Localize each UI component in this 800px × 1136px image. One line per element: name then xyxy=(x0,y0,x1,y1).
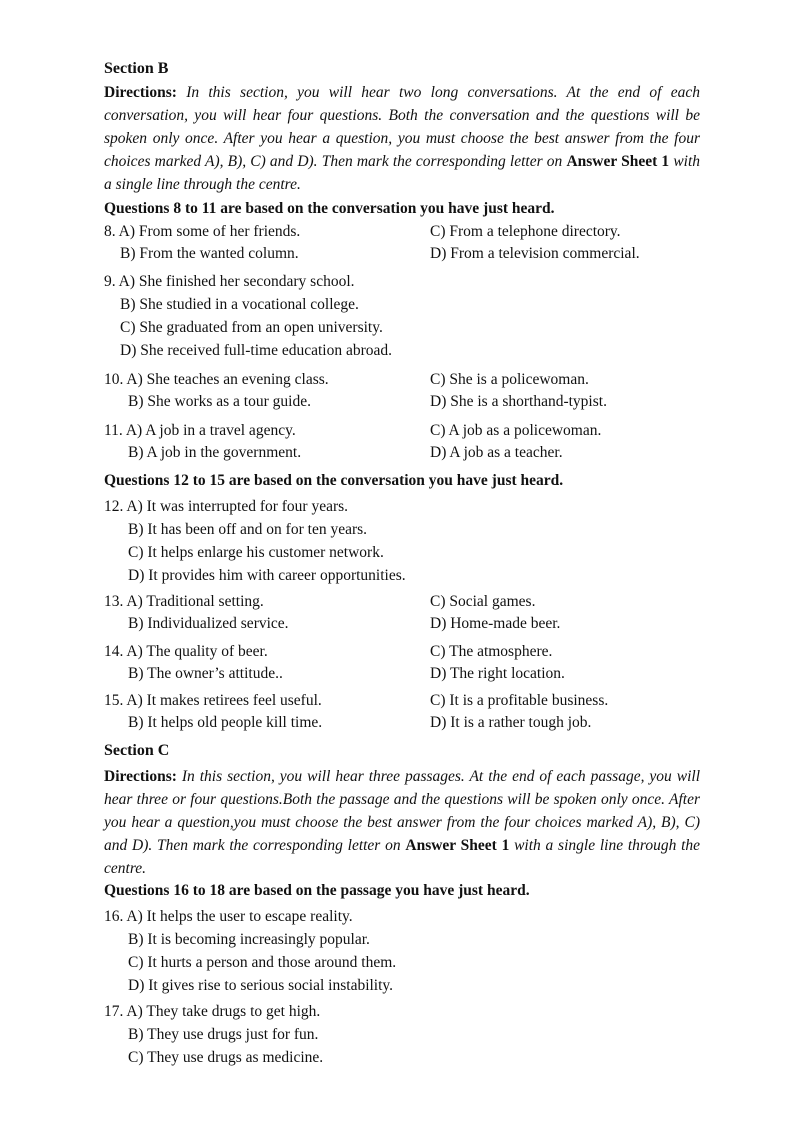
q16-option-d: D) It gives rise to serious social instability. xyxy=(128,977,394,994)
q13-option-c: C) Social games. xyxy=(430,593,536,610)
questions-12-15-heading: Questions 12 to 15 are based on the conversation you have just heard. xyxy=(104,472,564,489)
q16-option-b: B) It is becoming increasingly popular. xyxy=(128,931,370,948)
q17-option-c: C) They use drugs as medicine. xyxy=(128,1049,324,1066)
section-c-directions xyxy=(104,765,700,880)
q9-option-c: C) She graduated from an open university. xyxy=(120,319,383,336)
q11-option-a: 11. A) A job in a travel agency. xyxy=(104,422,296,439)
section-b-directions-tail: with a single line through the centre. xyxy=(104,153,701,193)
q12-option-c: C) It helps enlarge his customer network. xyxy=(128,544,384,561)
q8-option-c: C) From a telephone directory. xyxy=(430,223,621,240)
q9-option-b: B) She studied in a vocational college. xyxy=(120,296,359,313)
q13-option-d: D) Home-made beer. xyxy=(430,615,561,632)
section-b-answer-sheet: Answer Sheet 1 xyxy=(566,153,670,170)
q15-option-b: B) It helps old people kill time. xyxy=(128,714,323,731)
q14-option-a: 14. A) The quality of beer. xyxy=(104,643,268,660)
q11-option-d: D) A job as a teacher. xyxy=(430,444,563,461)
questions-16-18-heading: Questions 16 to 18 are based on the passage you have just heard. xyxy=(104,882,530,899)
section-c-directions-tail: with a single line through the centre. xyxy=(104,837,701,877)
q14-option-c: C) The atmosphere. xyxy=(430,643,553,660)
section-c-directions-label: Directions: xyxy=(104,768,177,785)
q13-option-b: B) Individualized service. xyxy=(128,615,289,632)
section-c-answer-sheet: Answer Sheet 1 xyxy=(405,837,510,854)
q10-option-a: 10. A) She teaches an evening class. xyxy=(104,371,329,388)
q10-option-b: B) She works as a tour guide. xyxy=(128,393,311,410)
q8-option-d: D) From a television commercial. xyxy=(430,245,640,262)
q11-option-c: C) A job as a policewoman. xyxy=(430,422,602,439)
q10-option-d: D) She is a shorthand-typist. xyxy=(430,393,607,410)
section-b-directions-label: Directions: xyxy=(104,84,177,101)
q14-option-d: D) The right location. xyxy=(430,665,565,682)
q9-option-d: D) She received full-time education abroad. xyxy=(120,342,392,359)
q17-option-a: 17. A) They take drugs to get high. xyxy=(104,1003,321,1020)
q13-option-a: 13. A) Traditional setting. xyxy=(104,593,264,610)
q8-option-b: B) From the wanted column. xyxy=(120,245,299,262)
section-b-directions xyxy=(104,81,700,196)
q16-option-a: 16. A) It helps the user to escape reality. xyxy=(104,908,353,925)
q16-option-c: C) It hurts a person and those around them. xyxy=(128,954,397,971)
section-b-title: Section B xyxy=(104,60,169,77)
section-b-directions-text: In this section, you will hear two long conversations. At the end of each conversation, you will hear four questions. Both the conversation and the questions will be spoken only once. After you hear a question, you must choose the best answer from the four choices marked A), B), C) and D). Then mark the corresponding letter on xyxy=(104,84,700,170)
q9-option-a: 9. A) She finished her secondary school. xyxy=(104,273,355,290)
section-c-title: Section C xyxy=(104,742,170,759)
q15-option-c: C) It is a profitable business. xyxy=(430,692,609,709)
q17-option-b: B) They use drugs just for fun. xyxy=(128,1026,319,1043)
q12-option-b: B) It has been off and on for ten years. xyxy=(128,521,368,538)
section-c-directions-text: In this section, you will hear three passages. At the end of each passage, you will hear three or four questions.Both the passage and the questions will be spoken only once. After you hear a question,you must choose the best answer from the four choices marked A), B), C) and D). Then mark the corresponding letter on xyxy=(104,768,700,854)
q12-option-a: 12. A) It was interrupted for four years. xyxy=(104,498,349,515)
q11-option-b: B) A job in the government. xyxy=(128,444,302,461)
q14-option-b: B) The owner’s attitude.. xyxy=(128,665,283,682)
q10-option-c: C) She is a policewoman. xyxy=(430,371,589,388)
questions-8-11-heading: Questions 8 to 11 are based on the conversation you have just heard. xyxy=(104,200,555,217)
q15-option-a: 15. A) It makes retirees feel useful. xyxy=(104,692,322,709)
q8-option-a: 8. A) From some of her friends. xyxy=(104,223,301,240)
q15-option-d: D) It is a rather tough job. xyxy=(430,714,592,731)
q12-option-d: D) It provides him with career opportunities. xyxy=(128,567,406,584)
